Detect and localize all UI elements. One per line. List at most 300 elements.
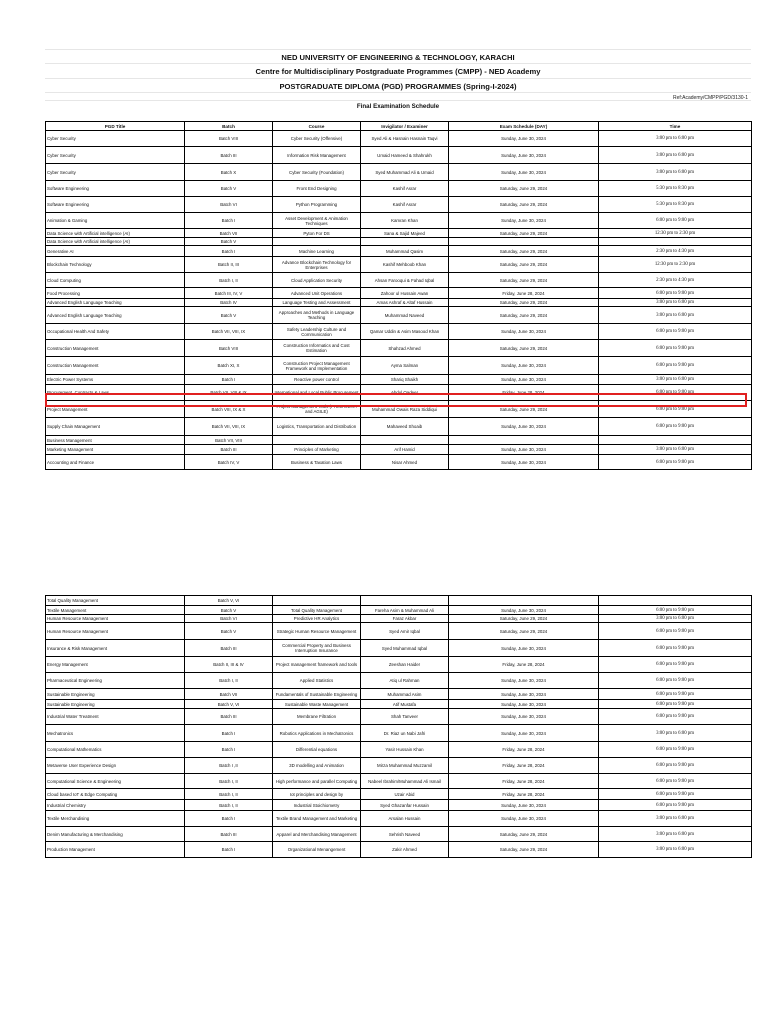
batch-cell: Batch I, II <box>185 774 273 789</box>
invigilator-cell: Syed Ghazanfar Hussain <box>361 800 449 811</box>
exam-day-cell: Sunday, June 30, 2024 <box>449 689 599 700</box>
course-cell: Front End Designing <box>273 181 361 197</box>
col-header-pgd-title: PGD Title <box>46 122 185 131</box>
invigilator-cell <box>361 436 449 445</box>
invigilator-cell: Qamar Uddin & Asim Masood Khan <box>361 324 449 340</box>
time-cell: 6:00 pm to 9:00 pm <box>599 640 752 657</box>
time-cell: 12:30 pm to 2:30 pm <box>599 229 752 238</box>
invigilator-cell: Fareha Asim & Muhammad Ali <box>361 606 449 615</box>
time-cell: 6:00 pm to 9:00 pm <box>599 774 752 789</box>
exam-day-cell: Friday, June 28, 2024 <box>449 774 599 789</box>
batch-cell: Batch IV <box>185 299 273 307</box>
table-row <box>46 229 752 238</box>
batch-cell: Batch I <box>185 842 273 858</box>
time-cell: 3:00 pm to 6:00 pm <box>599 299 752 307</box>
pgd-title-cell: Textile Management <box>46 606 185 615</box>
exam-day-cell: Sunday, June 30, 2024 <box>449 673 599 689</box>
exam-day-cell: Saturday, June 29, 2024 <box>449 273 599 288</box>
course-cell: Machine Learning <box>273 246 361 257</box>
batch-cell: Batch I <box>185 742 273 758</box>
invigilator-cell: Syed Amir Iqbal <box>361 623 449 640</box>
col-header-time: Time <box>599 122 752 131</box>
batch-cell: Batch V <box>185 238 273 246</box>
time-cell: 3:00 pm to 6:00 pm <box>599 307 752 324</box>
invigilator-cell: Nisar Ahmed <box>361 455 449 470</box>
time-cell: 3:00 pm to 6:00 pm <box>599 131 752 147</box>
batch-cell: Batch X <box>185 164 273 181</box>
batch-cell: Batch V, VI <box>185 596 273 606</box>
time-cell <box>599 596 752 606</box>
table-row <box>46 455 752 470</box>
invigilator-cell: Shahzad Ahmed <box>361 340 449 357</box>
pgd-title-cell: Human Resource Management <box>46 623 185 640</box>
time-cell: 3:00 pm to 6:00 pm <box>599 615 752 623</box>
course-cell <box>273 238 361 246</box>
invigilator-cell: Faraz Akbar <box>361 615 449 623</box>
exam-day-cell: Sunday, June 30, 2024 <box>449 418 599 436</box>
pgd-title-cell: Pharmaceutical Engineering <box>46 673 185 689</box>
time-cell: 2:30 pm to 4:30 pm <box>599 246 752 257</box>
pgd-title-cell: Occupational Health And Safety <box>46 324 185 340</box>
course-cell: Differential equations <box>273 742 361 758</box>
pgd-title-cell: Industrial Water Treatment <box>46 709 185 725</box>
table-row <box>46 324 752 340</box>
pgd-title-cell: Cloud based IoT & Edge Computing <box>46 789 185 800</box>
table-row <box>46 357 752 375</box>
batch-cell: Batch III <box>185 709 273 725</box>
exam-day-cell: Sunday, June 30, 2024 <box>449 709 599 725</box>
col-header-course: Course <box>273 122 361 131</box>
pgd-title-cell: Cyber Security <box>46 164 185 181</box>
time-cell: 5:30 pm to 8:30 pm <box>599 181 752 197</box>
table-row <box>46 257 752 273</box>
course-cell: Principles of Marketing <box>273 445 361 455</box>
exam-day-cell: Saturday, June 29, 2024 <box>449 299 599 307</box>
time-cell: 3:00 pm to 6:00 pm <box>599 725 752 742</box>
pgd-title-cell: Marketing Management <box>46 445 185 455</box>
table-row <box>46 657 752 673</box>
pgd-title-cell: Cyber Security <box>46 131 185 147</box>
exam-day-cell: Saturday, June 29, 2024 <box>449 181 599 197</box>
col-header-exam-day: Exam Schedule (DAY) <box>449 122 599 131</box>
exam-day-cell: Friday, June 28, 2024 <box>449 789 599 800</box>
course-cell: Python Programming <box>273 197 361 213</box>
exam-day-cell: Saturday, June 29, 2024 <box>449 401 599 418</box>
invigilator-cell: Arif Hamid <box>361 445 449 455</box>
time-cell: 6:00 pm to 9:00 pm <box>599 401 752 418</box>
batch-cell: Batch VII, VIII, IX <box>185 418 273 436</box>
pgd-title-cell: Computational Mathematics <box>46 742 185 758</box>
exam-day-cell: Friday, June 28, 2024 <box>449 742 599 758</box>
table-row <box>46 725 752 742</box>
course-cell: Business & Taxation Laws <box>273 455 361 470</box>
exam-day-cell <box>449 436 599 445</box>
exam-day-cell: Sunday, June 30, 2024 <box>449 800 599 811</box>
course-cell: Industrial Stoichiometry <box>273 800 361 811</box>
course-cell: Predictive HR Analytics <box>273 615 361 623</box>
pgd-title-cell: Advanced English Language Teaching <box>46 307 185 324</box>
time-cell: 6:00 pm to 9:00 pm <box>599 606 752 615</box>
invigilator-cell: Mahaveed Shoaib <box>361 418 449 436</box>
invigilator-cell: Muhammad Owais Raza Siddiqui <box>361 401 449 418</box>
pgd-title-cell: Software Engineering <box>46 197 185 213</box>
pgd-title-cell: Construction Management <box>46 357 185 375</box>
invigilator-cell: Zakir Ahmed <box>361 842 449 858</box>
course-cell: Information Risk Management <box>273 147 361 164</box>
table-row <box>46 742 752 758</box>
pgd-title-cell: Insurance & Risk Management <box>46 640 185 657</box>
time-cell: 5:30 pm to 8:30 pm <box>599 197 752 213</box>
time-cell <box>599 238 752 246</box>
table-row <box>46 375 752 385</box>
exam-day-cell: Saturday, June 29, 2024 <box>449 229 599 238</box>
table-row <box>46 273 752 288</box>
centre-title: Centre for Multidisciplinary Postgraduate Programmes (CMPP) - NED Academy <box>255 67 541 76</box>
table-row <box>46 181 752 197</box>
batch-cell: Batch I <box>185 811 273 827</box>
time-cell: 2:30 pm to 4:30 pm <box>599 273 752 288</box>
invigilator-cell <box>361 238 449 246</box>
course-cell: Project management framework and tools <box>273 657 361 673</box>
batch-cell: Batch II, III & IV <box>185 657 273 673</box>
invigilator-cell: Syed Muhammad Ali & Umaid <box>361 164 449 181</box>
table-row <box>46 418 752 436</box>
time-cell: 3:00 pm to 6:00 pm <box>599 842 752 858</box>
time-cell: 6:00 pm to 9:00 pm <box>599 288 752 299</box>
course-cell: Apparel and Merchandising Management <box>273 827 361 842</box>
batch-cell: Batch VII <box>185 229 273 238</box>
batch-cell: Batch I ,II <box>185 758 273 774</box>
schedule-table-1 <box>45 121 752 470</box>
time-cell: 3:00 pm to 6:00 pm <box>599 811 752 827</box>
batch-cell: Batch V <box>185 307 273 324</box>
course-cell: Robotics Applications in Mechatronics <box>273 725 361 742</box>
time-cell: 6:00 pm to 9:00 pm <box>599 357 752 375</box>
invigilator-cell: Arsalan Hussain <box>361 811 449 827</box>
exam-day-cell: Saturday, June 29, 2024 <box>449 307 599 324</box>
pgd-title-cell: Total Quality Management <box>46 596 185 606</box>
invigilator-cell: Zahoor ul Hussain Awan <box>361 288 449 299</box>
invigilator-cell: Muhammad Asim <box>361 689 449 700</box>
pgd-title-cell: Accounting and Finance <box>46 455 185 470</box>
batch-cell: Batch I <box>185 375 273 385</box>
time-cell: 6:00 pm to 9:00 pm <box>599 455 752 470</box>
table-row <box>46 197 752 213</box>
time-cell: 6:00 pm to 9:00 pm <box>599 418 752 436</box>
pgd-title-cell: Textile Merchandising <box>46 811 185 827</box>
invigilator-cell: Kashif Asrar <box>361 181 449 197</box>
batch-cell: Batch III <box>185 640 273 657</box>
time-cell: 6:00 pm to 9:00 pm <box>599 709 752 725</box>
table-row <box>46 288 752 299</box>
batch-cell: Batch I <box>185 213 273 229</box>
invigilator-cell: Syed Ali & Hasnain Hasnain Taqvi <box>361 131 449 147</box>
table-row <box>46 789 752 800</box>
pgd-title-cell: Business Management <box>46 436 185 445</box>
pgd-title-cell: Production Management <box>46 842 185 858</box>
table-row <box>46 758 752 774</box>
invigilator-cell: Mirza Muhammad Muzzamil <box>361 758 449 774</box>
exam-day-cell: Friday, June 28, 2024 <box>449 657 599 673</box>
invigilator-cell: Muhammad Qasim <box>361 246 449 257</box>
course-cell: Iot principles and design by <box>273 789 361 800</box>
table-row <box>46 842 752 858</box>
table-row <box>46 615 752 623</box>
time-cell: 3:00 pm to 6:00 pm <box>599 827 752 842</box>
invigilator-cell: Zeeshan Haider <box>361 657 449 673</box>
time-cell <box>599 436 752 445</box>
batch-cell: Batch VI <box>185 615 273 623</box>
time-cell: 6:00 pm to 9:00 pm <box>599 800 752 811</box>
course-cell: Construction Informatics and Cost Estimation <box>273 340 361 357</box>
exam-day-cell: Sunday, June 30, 2024 <box>449 640 599 657</box>
course-cell: Construction Project Management Framework and Implementation <box>273 357 361 375</box>
exam-day-cell: Sunday, June 30, 2024 <box>449 213 599 229</box>
exam-day-cell: Sunday, June 30, 2024 <box>449 164 599 181</box>
pgd-title-cell: Supply Chain Management <box>46 418 185 436</box>
invigilator-cell: Amas Ashraf & Altaf Hussain <box>361 299 449 307</box>
course-cell: Pyton For DS <box>273 229 361 238</box>
pgd-title-cell: Software Engineering <box>46 181 185 197</box>
invigilator-cell: Ayma Salman <box>361 357 449 375</box>
table-row <box>46 709 752 725</box>
exam-day-cell: Saturday, June 29, 2024 <box>449 623 599 640</box>
course-cell: Advanced Unit Operations <box>273 288 361 299</box>
invigilator-cell: Shah Tanveer <box>361 709 449 725</box>
time-cell: 6:00 pm to 9:00 pm <box>599 324 752 340</box>
pgd-title-cell: Sustainable Engineering <box>46 689 185 700</box>
batch-cell: Batch V <box>185 606 273 615</box>
time-cell: 6:00 pm to 9:00 pm <box>599 213 752 229</box>
table-row <box>46 340 752 357</box>
exam-day-cell: Sunday, June 30, 2024 <box>449 131 599 147</box>
pgd-title-cell: Sustainable Engineering <box>46 700 185 709</box>
exam-day-cell: Saturday, June 29, 2024 <box>449 615 599 623</box>
batch-cell: Batch III <box>185 147 273 164</box>
batch-cell: Batch VII <box>185 689 273 700</box>
course-cell: Asset Development & Animation Techniques <box>273 213 361 229</box>
pgd-title-cell: Cloud Computing <box>46 273 185 288</box>
course-cell: Total Quality Management <box>273 606 361 615</box>
batch-cell: Batch V <box>185 181 273 197</box>
table-row <box>46 606 752 615</box>
time-cell: 3:00 pm to 6:00 pm <box>599 445 752 455</box>
exam-day-cell: Saturday, June 29, 2024 <box>449 827 599 842</box>
exam-day-cell: Sunday, June 30, 2024 <box>449 700 599 709</box>
pgd-title-cell: Computational Science & Engineering <box>46 774 185 789</box>
highlight-box <box>45 393 747 407</box>
exam-day-cell: Sunday, June 30, 2024 <box>449 445 599 455</box>
pgd-title-cell: Procurement, Contracts & Laws <box>46 385 185 401</box>
time-cell: 6:00 pm to 9:00 pm <box>599 340 752 357</box>
programme-title: POSTGRADUATE DIPLOMA (PGD) PROGRAMMES (Spring-I-2024) <box>279 82 517 91</box>
pgd-title-cell: Metaverse User Experience Design <box>46 758 185 774</box>
course-cell: Membrane Filtration <box>273 709 361 725</box>
batch-cell: Batch VII, VIII & IX <box>185 385 273 401</box>
exam-day-cell: Sunday, June 30, 2024 <box>449 725 599 742</box>
pgd-title-cell: Animation & Gaming <box>46 213 185 229</box>
course-cell <box>273 436 361 445</box>
pgd-title-cell: Mechatronics <box>46 725 185 742</box>
schedule-title: Final Examination Schedule <box>356 103 440 110</box>
table-row <box>46 164 752 181</box>
invigilator-cell: Atif Mustafa <box>361 700 449 709</box>
time-cell: 6:00 pm to 9:00 pm <box>599 700 752 709</box>
batch-cell: Batch III <box>185 445 273 455</box>
invigilator-cell: Uzair Abid <box>361 789 449 800</box>
table-row <box>46 623 752 640</box>
time-cell: 12:30 pm to 2:30 pm <box>599 257 752 273</box>
exam-day-cell: Sunday, June 30, 2024 <box>449 811 599 827</box>
batch-cell: Batch I <box>185 725 273 742</box>
exam-day-cell: Saturday, June 29, 2024 <box>449 842 599 858</box>
pgd-title-cell: Advanced English Language Teaching <box>46 299 185 307</box>
course-cell: High performance and parallel Computing <box>273 774 361 789</box>
col-header-batch: Batch <box>185 122 273 131</box>
pgd-title-cell: Data Science with Artificial intelligence (AI) <box>46 238 185 246</box>
batch-cell: Batch II, III <box>185 257 273 273</box>
exam-day-cell: Friday, June 28, 2024 <box>449 385 599 401</box>
table-row <box>46 307 752 324</box>
table-row <box>46 299 752 307</box>
pgd-title-cell: Human Resource Management <box>46 615 185 623</box>
exam-day-cell: Friday, June 28, 2024 <box>449 758 599 774</box>
course-cell <box>273 596 361 606</box>
table-row <box>46 213 752 229</box>
pgd-title-cell: Data Science with Artificial intelligence (AI) <box>46 229 185 238</box>
table-row <box>46 596 752 606</box>
invigilator-cell: Umaid Hameed & Shahrukh <box>361 147 449 164</box>
table-row <box>46 827 752 842</box>
course-cell: International and Local Public Procurement <box>273 385 361 401</box>
time-cell: 6:00 pm to 9:00 pm <box>599 758 752 774</box>
invigilator-cell: Shariq Shaikh <box>361 375 449 385</box>
invigilator-cell: Yasir Hussain Khan <box>361 742 449 758</box>
exam-day-cell: Saturday, June 29, 2024 <box>449 197 599 213</box>
time-cell: 6:00 pm to 9:00 pm <box>599 689 752 700</box>
pgd-title-cell: Electric Power Systems <box>46 375 185 385</box>
course-cell: Cyber Security (Offensive) <box>273 131 361 147</box>
exam-day-cell: Sunday, June 30, 2024 <box>449 324 599 340</box>
col-header-invigilator: Invigilator / Examiner <box>361 122 449 131</box>
batch-cell: Batch I <box>185 246 273 257</box>
batch-cell: Batch VII, VIII <box>185 436 273 445</box>
course-cell: Cloud Application Security <box>273 273 361 288</box>
time-cell: 6:00 pm to 9:00 pm <box>599 385 752 401</box>
exam-day-cell: Sunday, June 30, 2024 <box>449 357 599 375</box>
course-cell: Commercial Property and Business Interruption Insurance <box>273 640 361 657</box>
time-cell: 6:00 pm to 9:00 pm <box>599 742 752 758</box>
time-cell: 3:00 pm to 6:00 pm <box>599 147 752 164</box>
exam-day-cell <box>449 238 599 246</box>
exam-day-cell: Sunday, June 30, 2024 <box>449 375 599 385</box>
pgd-title-cell: Cyber Security <box>46 147 185 164</box>
pgd-title-cell: Generative AI <box>46 246 185 257</box>
batch-cell: Batch V, VI <box>185 700 273 709</box>
invigilator-cell: Kamran Khan <box>361 213 449 229</box>
table-row <box>46 700 752 709</box>
batch-cell: Batch I, II <box>185 273 273 288</box>
batch-cell: Batch VIII, IX & X <box>185 401 273 418</box>
time-cell: 3:00 pm to 6:00 pm <box>599 164 752 181</box>
university-title: NED UNIVERSITY OF ENGINEERING & TECHNOLOGY, KARACHI <box>281 53 515 62</box>
course-cell: Cyber Security (Foundation) <box>273 164 361 181</box>
pgd-title-cell: Energy Management <box>46 657 185 673</box>
exam-day-cell: Friday, June 28, 2024 <box>449 288 599 299</box>
invigilator-cell: Dr. Riaz un Nabi Jafri <box>361 725 449 742</box>
invigilator-cell: Abdul Qadeer <box>361 385 449 401</box>
schedule-table-2 <box>45 595 752 858</box>
course-cell: Safety Leadership Culture and Communication <box>273 324 361 340</box>
time-cell: 6:00 pm to 9:00 pm <box>599 623 752 640</box>
time-cell: 6:00 pm to 9:00 pm <box>599 673 752 689</box>
course-cell: Language Testing and Assessment <box>273 299 361 307</box>
invigilator-cell <box>361 596 449 606</box>
invigilator-cell: Ahsan Farooqui & Fahad Iqbal <box>361 273 449 288</box>
course-cell: Applied Statistics <box>273 673 361 689</box>
exam-day-cell: Sunday, June 30, 2024 <box>449 147 599 164</box>
table-row <box>46 811 752 827</box>
batch-cell: Batch IV, V <box>185 455 273 470</box>
invigilator-cell: Kashif Asrar <box>361 197 449 213</box>
batch-cell: Batch XI, X <box>185 357 273 375</box>
exam-day-cell: Saturday, June 29, 2024 <box>449 340 599 357</box>
course-cell: Project Management Tools (PRIMAVERA and AGILE) <box>273 401 361 418</box>
batch-cell: Batch III <box>185 827 273 842</box>
table-row <box>46 640 752 657</box>
table-row <box>46 689 752 700</box>
pgd-title-cell: Construction Management <box>46 340 185 357</box>
course-cell: Advance Blockchain Technology for Enterprises <box>273 257 361 273</box>
invigilator-cell: Atiq ul Rahman <box>361 673 449 689</box>
exam-day-cell: Saturday, June 29, 2024 <box>449 246 599 257</box>
table-row <box>46 673 752 689</box>
invigilator-cell: Kashif Mehboob Khan <box>361 257 449 273</box>
course-cell: Organizational Menangement <box>273 842 361 858</box>
invigilator-cell: Sehrish Naveed <box>361 827 449 842</box>
invigilator-cell: Muhammad Naveed <box>361 307 449 324</box>
pgd-title-cell: Food Processing <box>46 288 185 299</box>
table-row <box>46 445 752 455</box>
table-row <box>46 800 752 811</box>
table-row <box>46 147 752 164</box>
batch-cell: Batch VII, VIII, IX <box>185 324 273 340</box>
course-cell: Sustainable Waste Management <box>273 700 361 709</box>
reference-number: Ref:Academy/CMPP/PGD/3130-1 <box>672 95 748 101</box>
pgd-title-cell: Denim Manufacturing & Merchandising <box>46 827 185 842</box>
table-row <box>46 436 752 445</box>
invigilator-cell: Syed Muhammad Iqbal <box>361 640 449 657</box>
time-cell: 6:00 pm to 9:00 pm <box>599 657 752 673</box>
exam-day-cell: Sunday, June 30, 2024 <box>449 606 599 615</box>
course-cell: 3D modelling and Animation <box>273 758 361 774</box>
batch-cell: Batch I, II <box>185 800 273 811</box>
exam-day-cell <box>449 596 599 606</box>
table-row <box>46 131 752 147</box>
course-cell: Logistics, Transportation and Distribution <box>273 418 361 436</box>
table-row <box>46 238 752 246</box>
table-row <box>46 774 752 789</box>
time-cell: 6:00 pm to 9:00 pm <box>599 789 752 800</box>
course-cell: Textile Brand Management and Marketing <box>273 811 361 827</box>
pgd-title-cell: Project Management <box>46 401 185 418</box>
exam-day-cell: Saturday, June 29, 2024 <box>449 257 599 273</box>
batch-cell: Batch VIII <box>185 340 273 357</box>
course-cell: Strategic Human Resource Management <box>273 623 361 640</box>
batch-cell: Batch I, II <box>185 673 273 689</box>
course-cell: Approaches and Methods in Language Teaching <box>273 307 361 324</box>
pgd-title-cell: Industrial Chemistry <box>46 800 185 811</box>
